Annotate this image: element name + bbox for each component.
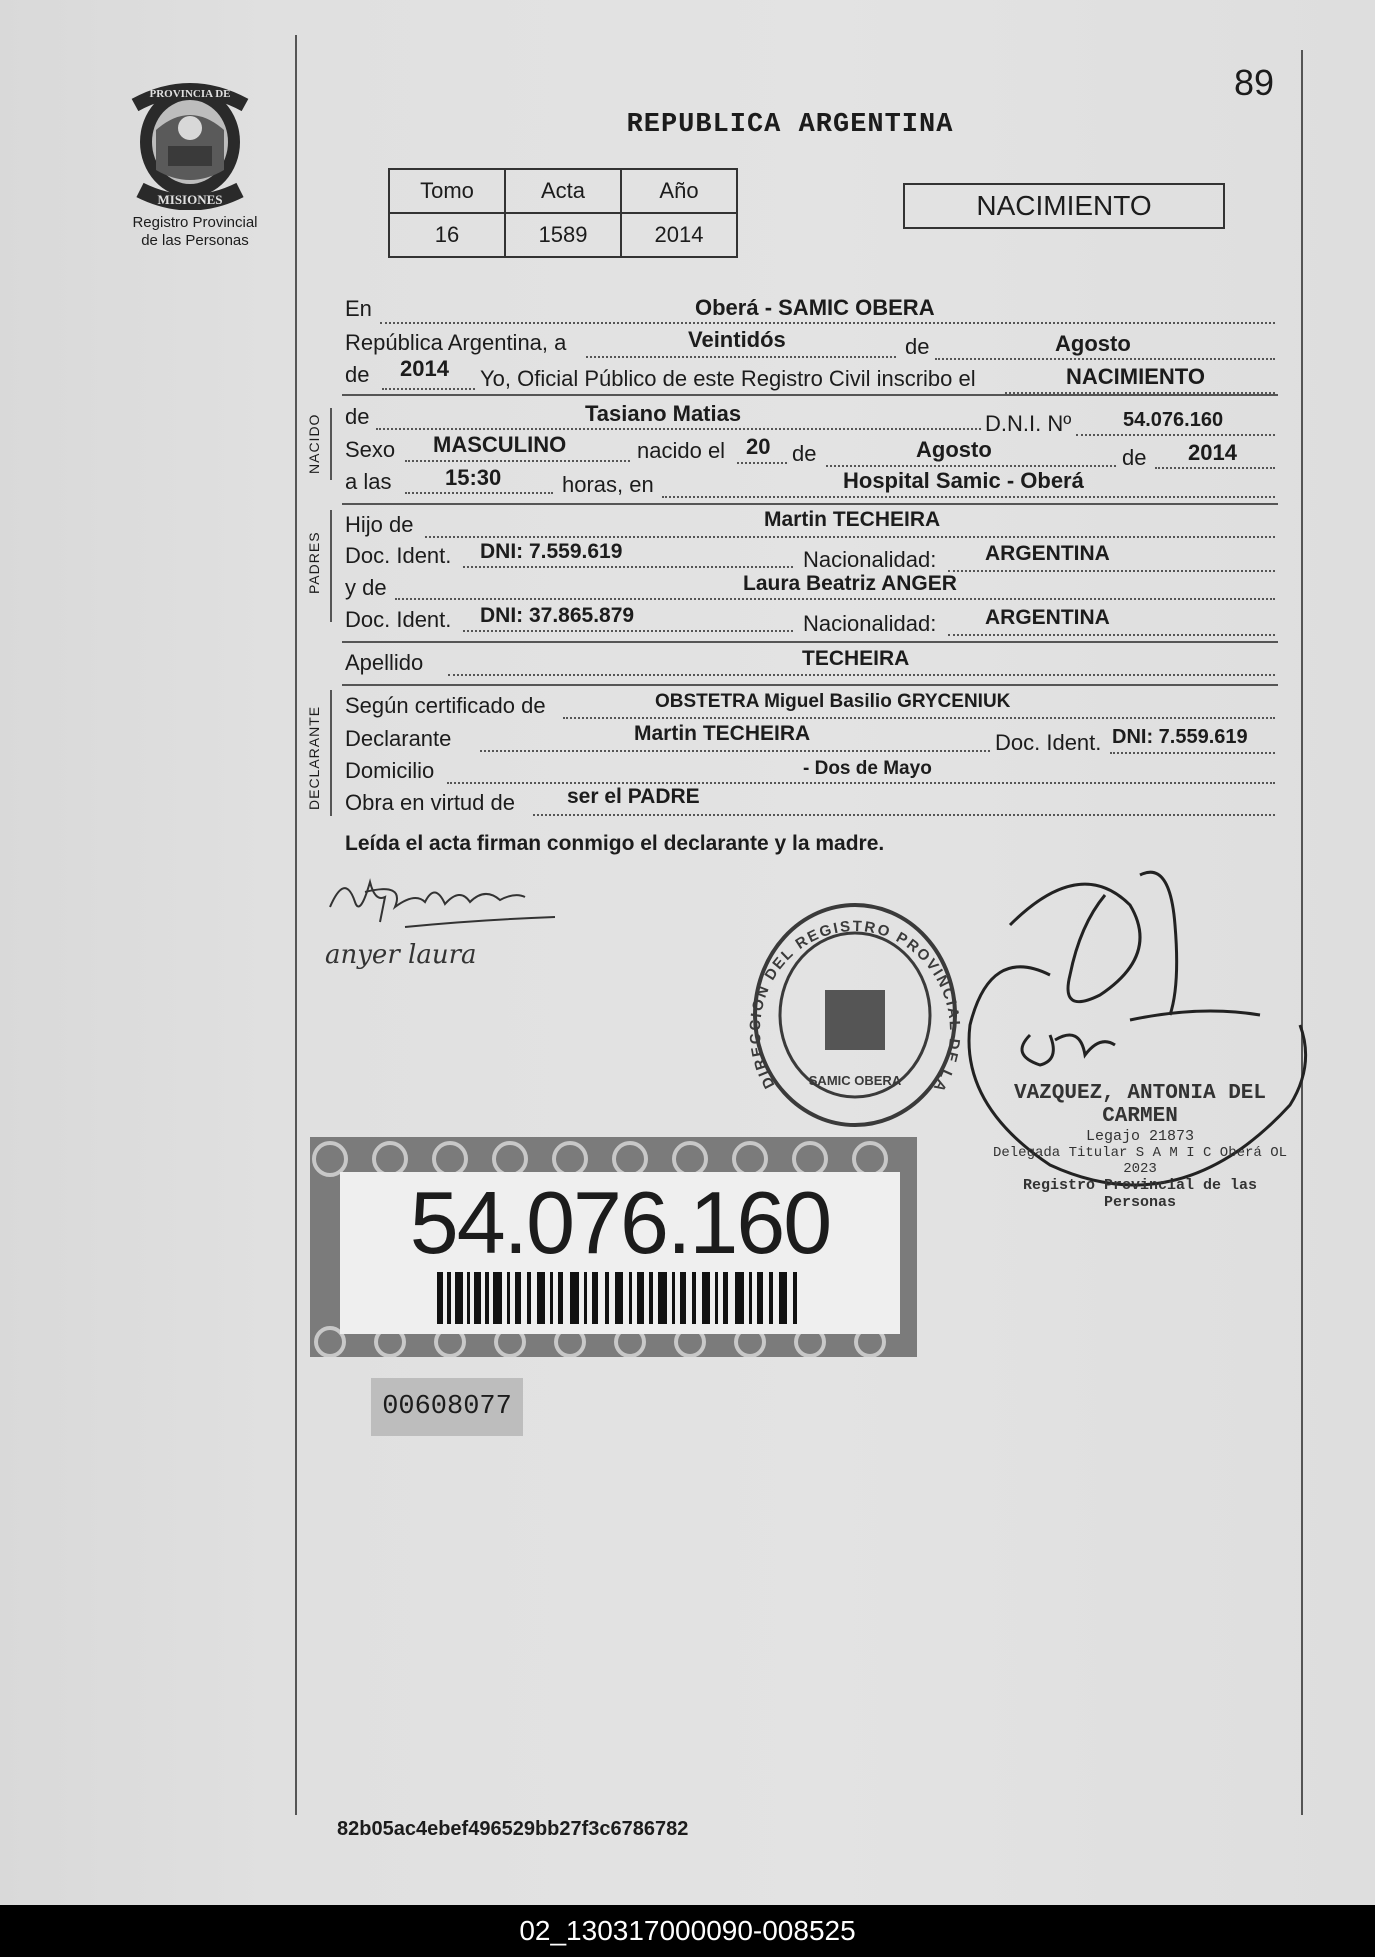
apellido-label: Apellido	[345, 650, 424, 675]
dotted-line	[1110, 752, 1275, 754]
dotted-line	[563, 717, 1275, 719]
birth-time: 15:30	[445, 465, 502, 490]
sexo-value: MASCULINO	[433, 432, 567, 457]
svg-text:PROVINCIA DE: PROVINCIA DE	[149, 88, 231, 100]
dotted-line	[405, 460, 630, 462]
republica-label: República Argentina, a	[345, 330, 567, 355]
dotted-line	[533, 814, 1275, 816]
dotted-line	[662, 496, 1275, 498]
dotted-line	[935, 358, 1275, 360]
sexo-label: Sexo	[345, 437, 396, 462]
dotted-line	[1155, 467, 1275, 469]
barcode-bars	[437, 1272, 807, 1329]
svg-text:DIRECCION DEL REGISTRO PROVINC: DIRECCION DEL REGISTRO PROVINCIAL DE LA	[746, 917, 964, 1097]
acta-value: 1589	[505, 213, 621, 257]
section-separator	[342, 503, 1278, 505]
dotted-line	[586, 356, 896, 358]
section-separator	[342, 394, 1278, 396]
anio-value: 2014	[621, 213, 737, 257]
dotted-line	[448, 674, 1275, 676]
a-las-label: a las	[345, 469, 392, 494]
section-bar	[330, 690, 332, 816]
section-separator	[342, 641, 1278, 643]
province-emblem	[130, 80, 260, 215]
registry-caption: Registro Provincial de las Personas	[132, 214, 258, 249]
doc-ident-label: Doc. Ident.	[345, 607, 452, 632]
declarante-doc: DNI: 7.559.619	[1112, 726, 1248, 748]
de-label: de	[345, 404, 370, 429]
de-label: de	[792, 441, 817, 466]
dotted-line	[480, 750, 990, 752]
nacionalidad-label: Nacionalidad:	[803, 611, 937, 636]
place-value: Oberá - SAMIC OBERA	[695, 295, 935, 320]
dotted-line	[425, 536, 1275, 538]
day-value: Veintidós	[688, 327, 786, 352]
mother-name: Laura Beatriz ANGER	[743, 572, 957, 595]
obra-value: ser el PADRE	[567, 785, 700, 808]
year-value: 2014	[400, 356, 449, 381]
birth-place: Hospital Samic - Oberá	[843, 468, 1084, 493]
de2-label: de	[345, 362, 370, 387]
horas-label: horas, en	[562, 472, 654, 497]
doc-ident-label: Doc. Ident.	[995, 730, 1102, 755]
dotted-line	[1076, 434, 1275, 436]
dotted-line	[737, 462, 787, 464]
nacionalidad-label: Nacionalidad:	[803, 547, 937, 572]
de-label: de	[1122, 445, 1147, 470]
child-name: Tasiano Matias	[585, 401, 742, 426]
barcode-number: 54.076.160	[409, 1173, 831, 1272]
padres-side-label: PADRES	[306, 531, 322, 594]
hijo-label: Hijo de	[345, 512, 414, 537]
dotted-line	[948, 570, 1275, 572]
act-type-box: NACIMIENTO	[903, 183, 1225, 229]
svg-text:SAMIC OBERA: SAMIC OBERA	[808, 1073, 902, 1088]
dotted-line	[380, 322, 1275, 324]
official-office: Registro Provincial de las Personas	[1022, 1177, 1258, 1211]
section-bar	[330, 510, 332, 622]
acta-header: Acta	[505, 169, 621, 213]
certificado-value: OBSTETRA Miguel Basilio GRYCENIUK	[655, 691, 1011, 712]
dotted-line	[463, 566, 793, 568]
dotted-line	[376, 428, 981, 430]
y-de-label: y de	[345, 575, 387, 600]
dotted-line	[395, 598, 1275, 600]
official-stamp	[990, 1082, 1290, 1211]
tomo-header: Tomo	[389, 169, 505, 213]
doc-ident-label: Doc. Ident.	[345, 543, 452, 568]
mother-doc: DNI: 37.865.879	[480, 604, 635, 627]
obra-label: Obra en virtud de	[345, 790, 515, 815]
dotted-line	[948, 634, 1275, 636]
nacido-el-label: nacido el	[637, 438, 726, 463]
document-title: REPUBLICA ARGENTINA	[626, 110, 954, 140]
page-number: 89	[1234, 62, 1275, 103]
act-value: NACIMIENTO	[1066, 364, 1205, 389]
dotted-line	[826, 465, 1116, 467]
en-label: En	[345, 296, 372, 321]
dni-label: D.N.I. Nº	[985, 411, 1072, 436]
child-dni: 54.076.160	[1123, 409, 1224, 431]
father-nationality: ARGENTINA	[985, 542, 1110, 565]
nacido-side-label: NACIDO	[306, 413, 322, 474]
declarante-value: Martin TECHEIRA	[634, 722, 811, 745]
mother-nationality: ARGENTINA	[985, 606, 1110, 629]
certificado-label: Según certificado de	[345, 693, 546, 718]
anio-header: Año	[621, 169, 737, 213]
declarante-label: Declarante	[345, 726, 452, 751]
document-hash: 82b05ac4ebef496529bb27f3c6786782	[337, 1818, 689, 1840]
father-doc: DNI: 7.559.619	[480, 540, 623, 563]
month-value: Agosto	[1055, 331, 1131, 356]
birth-month: Agosto	[916, 437, 992, 462]
mother-signature: anyer laura	[325, 940, 477, 970]
father-name: Martin TECHEIRA	[764, 508, 941, 531]
dotted-line	[382, 388, 475, 390]
apellido-value: TECHEIRA	[802, 647, 910, 670]
serial-stamp: 00608077	[371, 1378, 523, 1436]
de-label: de	[905, 334, 930, 359]
birth-year: 2014	[1188, 440, 1237, 465]
official-role: Delegada Titular S A M I C Oberá OL 2023	[992, 1145, 1288, 1177]
left-margin-line	[295, 35, 297, 1815]
footer-id-bar: 02_130317000090-008525	[0, 1905, 1375, 1957]
domicilio-value: - Dos de Mayo	[803, 758, 932, 779]
domicilio-label: Domicilio	[345, 758, 435, 783]
section-separator	[342, 684, 1278, 686]
svg-text:MISIONES: MISIONES	[157, 192, 223, 207]
official-name: VAZQUEZ, ANTONIA DEL CARMEN	[1013, 1082, 1267, 1128]
declarante-side-label: DECLARANTE	[306, 705, 322, 810]
closing-statement: Leída el acta firman conmigo el declarante y la madre.	[345, 832, 885, 855]
official-legajo: Legajo 21873	[1085, 1128, 1195, 1145]
inscribo-label: Yo, Oficial Público de este Registro Civil inscribo el	[480, 366, 976, 391]
declarant-signature	[325, 862, 565, 937]
dotted-line	[405, 492, 553, 494]
section-bar	[330, 408, 332, 480]
dotted-line	[463, 630, 793, 632]
tomo-value: 16	[389, 213, 505, 257]
birth-day: 20	[746, 434, 771, 459]
registry-table	[388, 168, 738, 258]
dotted-line	[447, 782, 1275, 784]
